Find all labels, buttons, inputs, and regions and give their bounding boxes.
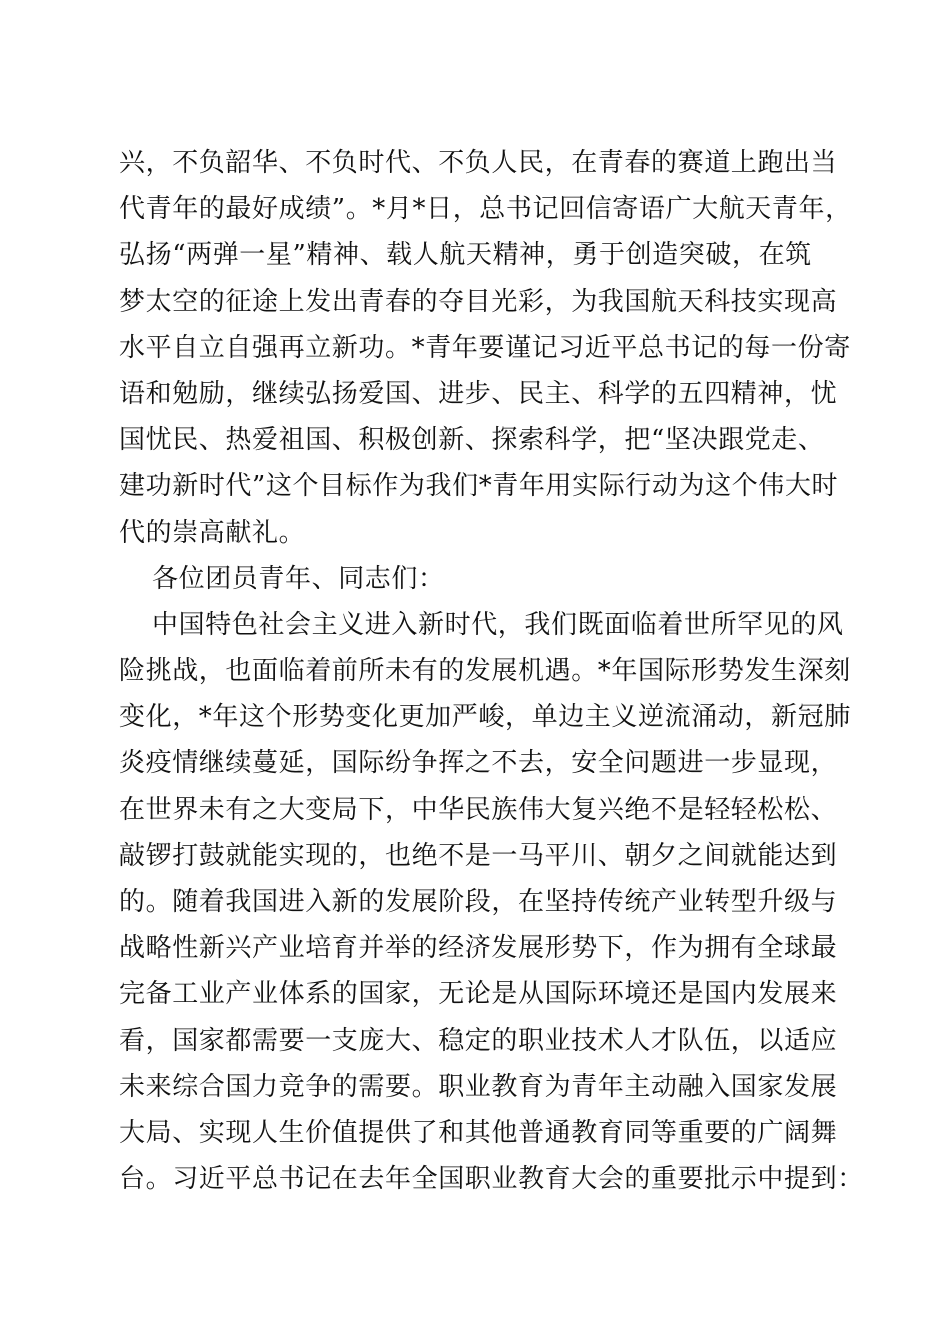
salutation-line: 各位团员青年、同志们： bbox=[152, 563, 445, 594]
text-line: 兴，不负韶华、不负时代、不负人民，在青春的赛道上跑出当 bbox=[119, 148, 838, 178]
text-line: 敲锣打鼓就能实现的，也绝不是一马平川、朝夕之间就能达到 bbox=[119, 840, 838, 871]
text-line: 语和勉励，继续弘扬爱国、进步、民主、科学的五四精神，忧 bbox=[119, 378, 838, 409]
text-line: 的。随着我国进入新的发展阶段，在坚持传统产业转型升级与 bbox=[119, 887, 838, 917]
text-line: 梦太空的征途上发出青春的夺目光彩，为我国航天科技实现高 bbox=[119, 286, 838, 317]
salutation-paragraph bbox=[119, 556, 839, 602]
text-line: 代青年的最好成绩”。*月*日，总书记回信寄语广大航天青年， bbox=[119, 194, 852, 225]
text-line: 变化，*年这个形势变化更加严峻，单边主义逆流涌动，新冠肺 bbox=[119, 702, 851, 733]
text-line: 台。习近平总书记在去年全国职业教育大会的重要批示中提到： bbox=[119, 1164, 864, 1195]
text-line: 完备工业产业体系的国家，无论是从国际环境还是国内发展来 bbox=[119, 979, 838, 1010]
text-line: 看，国家都需要一支庞大、稳定的职业技术人才队伍，以适应 bbox=[119, 1025, 838, 1056]
text-line: 弘扬“两弹一星”精神、载人航天精神，勇于创造突破，在筑 bbox=[119, 240, 812, 271]
body-text bbox=[119, 140, 864, 1202]
paragraph bbox=[119, 602, 864, 1202]
text-line: 战略性新兴产业培育并举的经济发展形势下，作为拥有全球最 bbox=[119, 933, 838, 964]
text-line: 险挑战，也面临着前所未有的发展机遇。*年国际形势发生深刻 bbox=[119, 656, 851, 687]
text-line: 大局、实现人生价值提供了和其他普通教育同等重要的广阔舞 bbox=[119, 1117, 838, 1148]
paragraph bbox=[119, 140, 852, 556]
text-line: 代的崇高献礼。 bbox=[119, 517, 306, 548]
text-line: 在世界未有之大变局下，中华民族伟大复兴绝不是轻轻松松、 bbox=[119, 794, 838, 825]
text-line: 中国特色社会主义进入新时代，我们既面临着世所罕见的风 bbox=[152, 609, 844, 640]
text-line: 炎疫情继续蔓延，国际纷争挥之不去，安全问题进一步显现， bbox=[119, 748, 838, 779]
text-line: 建功新时代”这个目标作为我们*青年用实际行动为这个伟大时 bbox=[119, 471, 839, 502]
text-line: 未来综合国力竞争的需要。职业教育为青年主动融入国家发展 bbox=[119, 1071, 838, 1102]
text-line: 水平自立自强再立新功。*青年要谨记习近平总书记的每一份寄 bbox=[119, 332, 851, 363]
text-line: 国忧民、热爱祖国、积极创新、探索科学，把“坚决跟党走、 bbox=[119, 425, 825, 456]
